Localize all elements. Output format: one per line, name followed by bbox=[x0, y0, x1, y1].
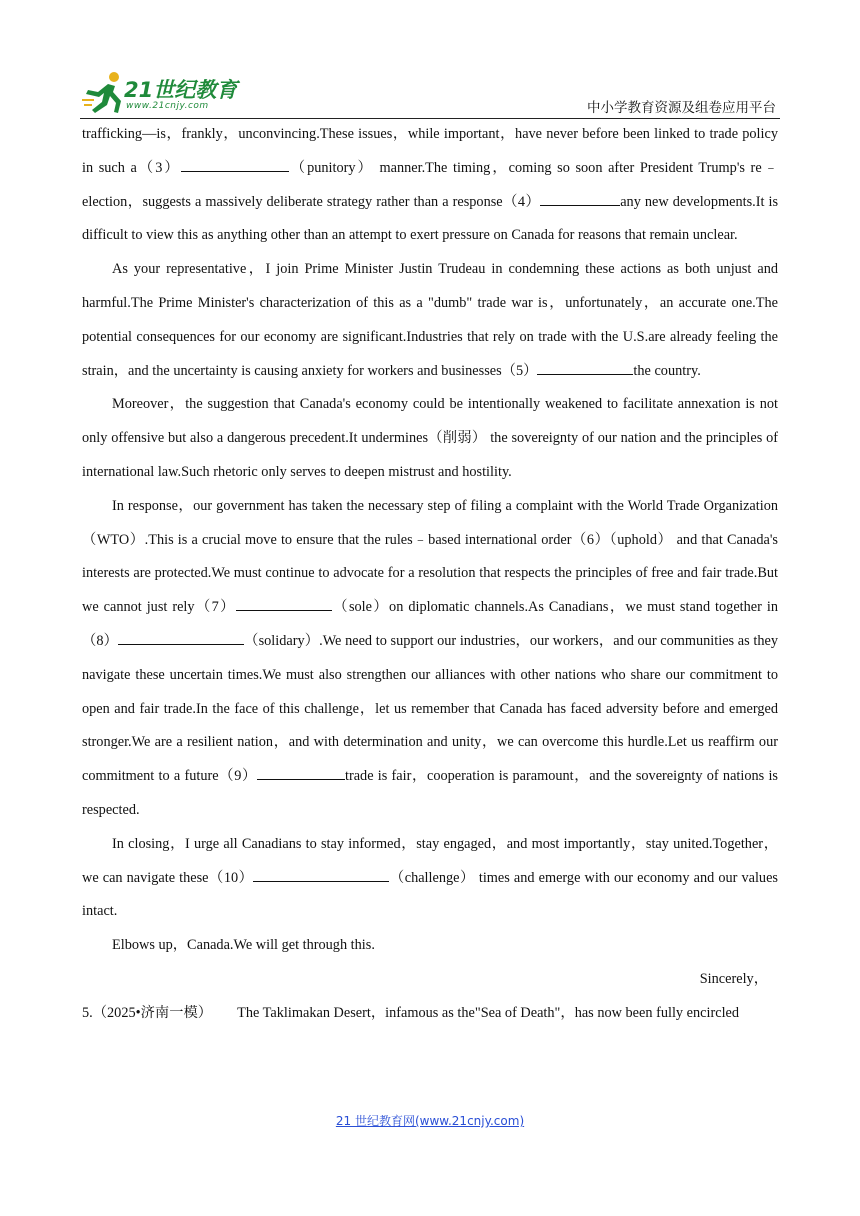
blank-4[interactable] bbox=[540, 189, 620, 206]
paragraph-5: In closing，I urge all Canadians to stay informed，stay engaged，and most importantly，stay united.Together，we can navigate these（10） （challenge） times and emerge with our economy and our values intact. bbox=[82, 835, 778, 920]
question-5 bbox=[82, 997, 778, 1031]
blank-9[interactable] bbox=[257, 763, 345, 780]
paragraph-6: Elbows up，Canada.We will get through this. bbox=[112, 937, 375, 954]
question-5-label: 5.（2025•济南一模） bbox=[82, 1004, 213, 1021]
paragraph-3: Moreover，the suggestion that Canada's economy could be intentionally weakened to facilitate annexation is not only offensive but also a dangerous precedent.It undermines（削弱） the sovereignty of our nation and the principles of international law.Such rhetoric only serves to deepen mistrust and hostility. bbox=[82, 396, 778, 480]
signoff: Sincerely， bbox=[699, 970, 768, 987]
document-body bbox=[82, 118, 778, 1031]
question-5-text: The Taklimakan Desert，infamous as the"Sea of Death"，has now been fully encircled bbox=[237, 1004, 740, 1021]
blank-7[interactable] bbox=[236, 594, 332, 611]
page-footer bbox=[0, 1112, 860, 1129]
logo-text: 21世纪教育 bbox=[124, 78, 238, 102]
paragraph-1: trafficking—is，frankly，unconvincing.These issues，while important，have never before been linked to trade policy in such a（3） （punitory） manner.The timing，coming so soon after President Trump's re﹣election，suggests a massively deliberate strategy rather than a response（4） any new developments.It is difficult to view this as anything other than an attempt to exert pressure on Canada for reasons that remain unclear. bbox=[82, 126, 779, 244]
platform-title: 中小学教育资源及组卷应用平台 bbox=[587, 100, 776, 116]
paragraph-2: As your representative，I join Prime Minister Justin Trudeau in condemning these actions as both unjust and harmful.The Prime Minister's characterization of this as a "dumb" trade war is，unfortunately，an accurate one.The potential consequences for our economy are significant.Industries that rely on trade with the U.S.are already feeling the strain，and the uncertainty is causing anxiety for workers and businesses（5） the country. bbox=[82, 261, 778, 379]
page-header bbox=[80, 64, 780, 119]
logo-url: www.21cnjy.com bbox=[126, 101, 209, 111]
paragraph-4: In response，our government has taken the necessary step of filing a complaint with the World Trade Organization （WTO）.This is a crucial move to ensure that the rules﹣based international order（6）（uphold） and that Canada's interests are protected.We must continue to advocate for a resolution that respects the principles of free and fair trade.But we cannot just rely（7） （sole）on diplomatic channels.As Canadians，we must stand together in（8） （solidary）.We need to support our industries，our workers，and our communities as they navigate these uncertain times.We must also strengthen our alliances with other nations who share our commitment to open and fair trade.In the face of this challenge，let us remember that Canada has faced adversity before and emerged stronger.We are a resilient nation，and with determination and unity，we can overcome this hurdle.Let us reaffirm our commitment to a future（9） trade is fair，cooperation is paramount，and the sovereignty of nations is respected. bbox=[82, 497, 779, 818]
blank-8[interactable] bbox=[118, 628, 244, 645]
blank-3[interactable] bbox=[181, 155, 289, 172]
footer-link[interactable]: 21 世纪教育网(www.21cnjy.com) bbox=[335, 1114, 525, 1128]
running-figure-icon bbox=[80, 70, 128, 116]
blank-5[interactable] bbox=[537, 358, 633, 375]
blank-10[interactable] bbox=[253, 865, 389, 882]
logo bbox=[80, 70, 255, 116]
